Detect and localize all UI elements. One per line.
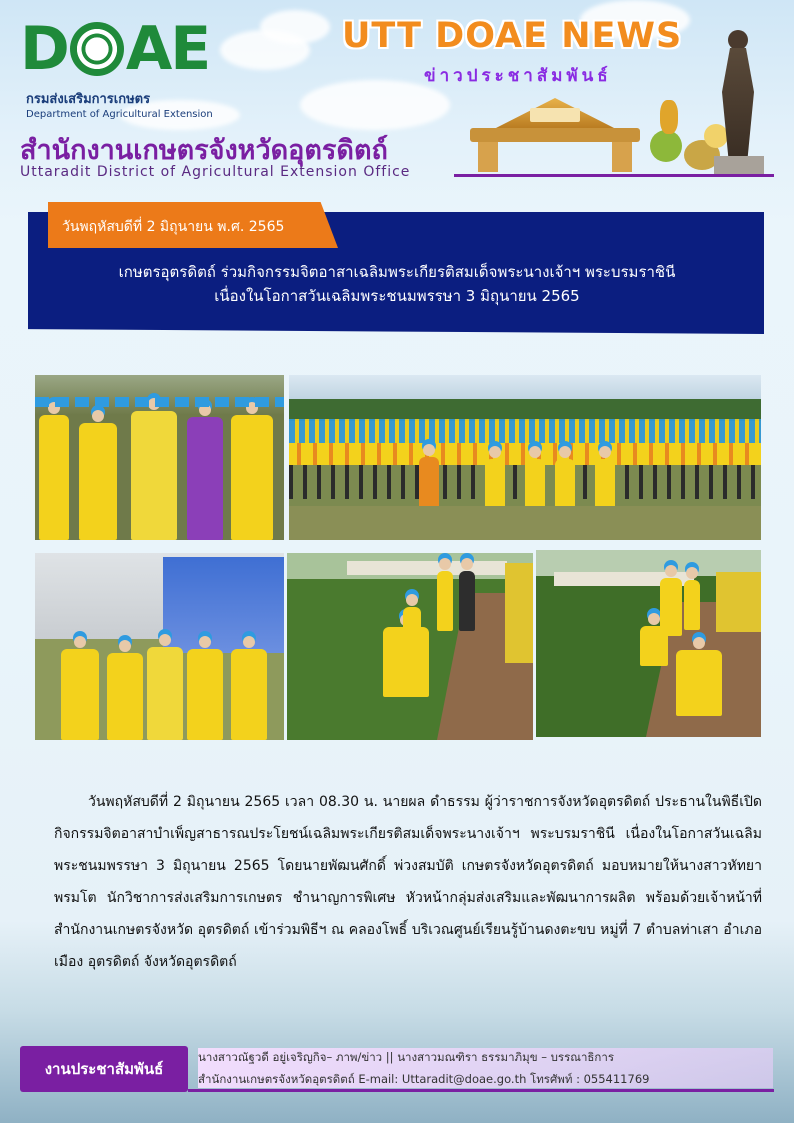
newsletter-subtitle: ข่าวประชาสัมพันธ์ xyxy=(424,66,612,86)
logo-english-name: Department of Agricultural Extension xyxy=(26,109,213,120)
headline-line-1: เกษตรอุตรดิตถ์ ร่วมกิจกรรมจิตอาสาเฉลิมพระเกียรติสมเด็จพระนางเจ้าฯ พระบรมราชินี xyxy=(118,263,676,281)
pineapple-icon xyxy=(660,100,678,134)
photo-group-portrait xyxy=(35,553,284,740)
cloud xyxy=(260,10,330,44)
doae-logo xyxy=(20,16,230,120)
fruit-icon xyxy=(650,130,682,162)
photo-volunteers-formation xyxy=(289,375,761,540)
logo-letters-ae: AE xyxy=(125,14,210,84)
footer-contact-line: สำนักงานเกษตรจังหวัดอุตรดิตถ์ E-mail: Uttaradit@doae.go.th โทรศัพท์ : 055411769 xyxy=(198,1072,650,1086)
photo-planting-canal-bank-1 xyxy=(287,553,533,740)
seal-icon xyxy=(70,22,124,76)
article-headline xyxy=(40,260,754,308)
office-name-thai: สำนักงานเกษตรจังหวัดอุตรดิตถ์ xyxy=(20,135,388,166)
logo-thai-name: กรมส่งเสริมการเกษตร xyxy=(26,92,151,107)
footer-section-tag: งานประชาสัมพันธ์ xyxy=(20,1046,188,1092)
headline-line-2: เนื่องในโอกาสวันเฉลิมพระชนมพรรษา 3 มิถุนายน 2565 xyxy=(214,287,580,305)
photo-saluting-officials xyxy=(35,375,284,540)
article-body: วันพฤหัสบดีที่ 2 มิถุนายน 2565 เวลา 08.30 น. นายผล ดำธรรม ผู้ว่าราชการจังหวัดอุตรดิตถ์ ประธานในพิธีเปิดกิจกรรมจิตอาสาบำเพ็ญสาธารณประโยชน์เฉลิมพระเกียรติสมเด็จพระนางเจ้าฯ พระบรมราชินี เนื่องในโอกาสวันเฉลิมพระชนมพรรษา 3 มิถุนายน 2565 โดยนายพัฒนศักดิ์ พ่วงสมบัติ เกษตรจังหวัดอุตรดิตถ์ มอบหมายให้นางสาวหัทยา พรมโต นักวิชาการส่งเสริมการเกษตร ชำนาญการพิเศษ หัวหน้ากลุ่มส่งเสริมและพัฒนาการผลิต พร้อมด้วยเจ้าหน้าที่สำนักงานเกษตรจังหวัด อุตรดิตถ์ เข้าร่วมพิธีฯ ณ คลองโพธิ์ บริเวณศูนย์เรียนรู้บ้านดงตะขบ หมู่ที่ 7 ตำบลท่าเสา อำเภอเมือง อุตรดิตถ์ จังหวัดอุตรดิตถ์ xyxy=(54,794,762,970)
city-gate-illustration xyxy=(470,98,640,172)
logo-mark xyxy=(20,16,230,82)
statue-icon xyxy=(714,30,764,176)
photo-planting-canal-bank-2 xyxy=(536,550,761,737)
footer-credit-line-1: นางสาวณัฐวดี อยู่เจริญกิจ– ภาพ/ข่าว || นางสาวมณฑิรา ธรรมาภิมุข – บรรณาธิการ xyxy=(198,1050,615,1064)
article-date: วันพฤหัสบดีที่ 2 มิถุนายน พ.ศ. 2565 xyxy=(62,219,285,235)
footer-divider xyxy=(188,1089,774,1092)
header-divider xyxy=(454,174,774,177)
logo-letter-d: D xyxy=(20,14,68,84)
office-name-english: Uttaradit District of Agricultural Extension Office xyxy=(20,164,411,180)
newsletter-title: UTT DOAE NEWS xyxy=(342,16,683,56)
